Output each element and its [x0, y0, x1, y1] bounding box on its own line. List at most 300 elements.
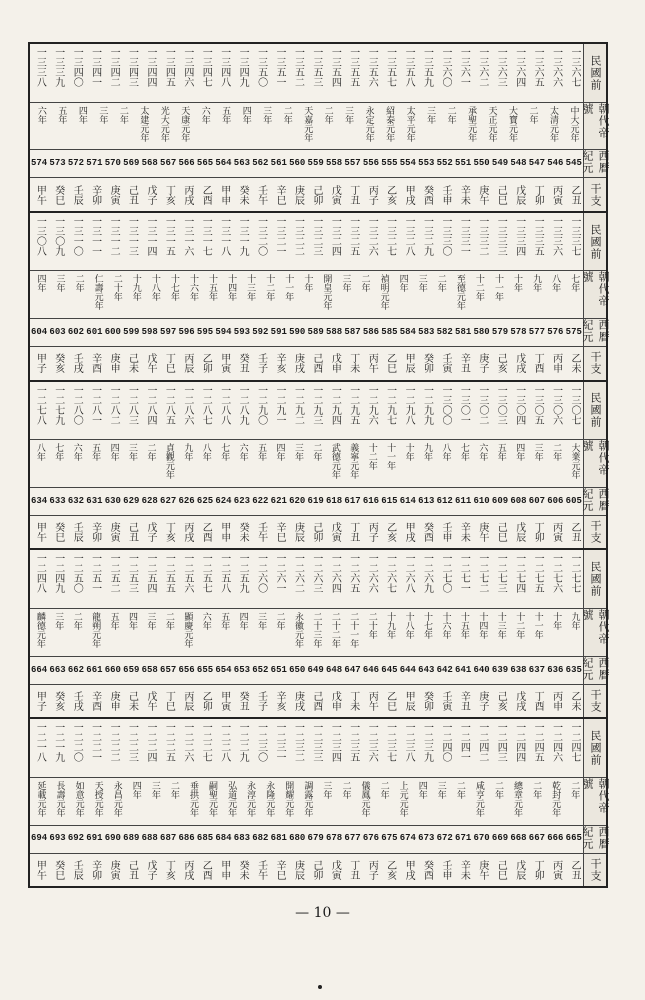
- table-cell: 癸巳: [52, 859, 64, 880]
- table-cell: 九年: [422, 443, 432, 462]
- table-cell: 癸卯: [421, 690, 433, 711]
- table-cell: 二年: [322, 105, 333, 124]
- table-cell: 585: [381, 326, 398, 337]
- table-cell: 一三五六: [366, 47, 378, 87]
- table-cell: 580: [473, 326, 490, 337]
- table-cell: 574: [30, 158, 48, 169]
- table-cell: 一三一三: [126, 215, 138, 256]
- ganzhi-row-header: 干支: [583, 178, 606, 210]
- table-cell: 戊寅: [329, 859, 341, 880]
- table-cell: 575: [565, 326, 582, 337]
- table-cell: 二年: [359, 274, 370, 293]
- table-cell: 一三一五: [163, 215, 175, 256]
- table-cell: 四年: [514, 443, 525, 462]
- table-cell: 594: [215, 326, 232, 337]
- table-cell: 三年: [97, 105, 108, 124]
- table-cell: 戊子: [144, 859, 156, 880]
- table-cell: 一二二六: [181, 722, 193, 763]
- table-cell: 二年: [145, 443, 156, 462]
- table-cell: 573: [49, 158, 66, 169]
- table-cell: 甲午: [34, 522, 46, 543]
- table-cell: 二年: [168, 780, 179, 799]
- era-row-header: 朝代帝號: [583, 440, 606, 487]
- table-cell: 十三年: [245, 274, 256, 302]
- table-cell: 一二五二: [108, 553, 120, 594]
- table-band: [30, 719, 610, 886]
- table-cell: 667: [528, 833, 545, 844]
- table-cell: 550: [473, 158, 490, 169]
- table-cell: 657: [160, 664, 177, 675]
- table-cell: 丁丑: [347, 522, 359, 543]
- table-cell: 甲午: [34, 859, 46, 880]
- table-cell: 一三五〇: [255, 47, 267, 87]
- table-cell: 丙子: [366, 184, 378, 205]
- table-cell: 乾封元年: [550, 780, 561, 817]
- table-cell: 559: [307, 158, 324, 169]
- table-cell: 癸酉: [421, 522, 433, 543]
- table-cell: 一二三五: [347, 722, 359, 763]
- table-cell: 一三一四: [144, 215, 156, 256]
- table-cell: 一二二二: [108, 722, 120, 763]
- table-cell: 永徽元年: [292, 611, 303, 648]
- table-cell: 四年: [416, 780, 427, 799]
- table-cell: 十八年: [149, 274, 160, 302]
- table-cell: 壬申: [439, 859, 451, 880]
- table-cell: 乙未: [569, 690, 581, 711]
- table-cell: 608: [510, 495, 527, 506]
- table-cell: 一三四八: [218, 47, 230, 87]
- table-cell: 一三二四: [329, 215, 341, 256]
- table-cell: 一二七五: [532, 553, 544, 594]
- table-cell: 一三四〇: [71, 47, 83, 87]
- table-cell: 乙酉: [200, 522, 212, 543]
- table-cell: 554: [399, 158, 416, 169]
- table-cell: 638: [510, 664, 527, 675]
- era-row: [30, 777, 610, 826]
- table-cell: 六年: [199, 105, 210, 124]
- ad-year-row-cells: [30, 319, 583, 346]
- table-cell: 561: [270, 158, 287, 169]
- table-cell: 一三四五: [163, 47, 175, 87]
- table-cell: 一二三一: [274, 722, 286, 763]
- table-cell: 583: [418, 326, 435, 337]
- table-cell: 辛卯: [89, 184, 101, 205]
- table-cell: 十七年: [422, 611, 432, 639]
- table-cell: 八年: [440, 443, 451, 462]
- table-cell: 丁亥: [163, 184, 175, 205]
- table-cell: 辛酉: [89, 353, 101, 374]
- table-cell: 一二四七: [569, 722, 581, 763]
- table-cell: 甲寅: [218, 353, 230, 374]
- table-cell: 武德元年: [329, 443, 340, 480]
- table-cell: 659: [123, 664, 140, 675]
- table-cell: 大業元年: [569, 443, 580, 480]
- table-cell: 615: [381, 495, 398, 506]
- table-cell: 553: [418, 158, 435, 169]
- table-cell: 大寶元年: [507, 105, 518, 142]
- table-cell: 戊午: [144, 690, 156, 711]
- table-cell: 八年: [200, 443, 211, 462]
- table-cell: 壬子: [255, 690, 267, 711]
- table-cell: 十一年: [532, 611, 543, 639]
- table-cell: 二年: [163, 611, 174, 630]
- table-cell: 一三一九: [237, 215, 249, 256]
- table-cell: 十四年: [477, 611, 488, 639]
- speck-mark: [318, 985, 322, 989]
- table-band: [30, 44, 610, 213]
- minguo-row-cells: [30, 213, 583, 271]
- minguo-row: [30, 382, 606, 441]
- table-cell: 621: [270, 495, 287, 506]
- table-cell: 631: [86, 495, 103, 506]
- table-cell: 丁亥: [163, 859, 175, 880]
- table-cell: 乙亥: [384, 522, 396, 543]
- table-cell: 563: [233, 158, 250, 169]
- table-cell: 571: [86, 158, 103, 169]
- table-cell: 一二四八: [34, 553, 46, 594]
- table-cell: 庚寅: [108, 859, 120, 880]
- table-cell: 己亥: [495, 353, 507, 374]
- table-cell: 天正元年: [486, 105, 497, 142]
- table-cell: 一二九九: [421, 384, 433, 425]
- table-cell: 一三三六: [550, 215, 562, 256]
- table-cell: 622: [252, 495, 269, 506]
- table-cell: 戊辰: [513, 184, 525, 205]
- table-cell: 十五年: [207, 274, 217, 302]
- table-cell: 丁酉: [532, 690, 544, 711]
- table-cell: 十五年: [458, 611, 469, 639]
- table-cell: 乙亥: [384, 859, 396, 880]
- table-cell: 二年: [445, 105, 456, 124]
- table-cell: 一二六六: [366, 553, 378, 594]
- table-cell: 632: [67, 495, 85, 506]
- table-cell: 547: [528, 158, 545, 169]
- table-cell: 654: [215, 664, 232, 675]
- table-cell: 十一年: [385, 443, 396, 471]
- table-cell: 一三三三: [495, 215, 507, 256]
- minguo-row-header: 民國前: [583, 44, 606, 102]
- table-cell: 612: [436, 495, 453, 506]
- table-cell: 丁卯: [532, 184, 544, 205]
- table-cell: 顯慶元年: [182, 611, 193, 648]
- table-cell: 三年: [292, 443, 303, 462]
- table-cell: 545: [565, 158, 582, 169]
- table-cell: 丙辰: [181, 690, 193, 711]
- table-cell: 五年: [220, 105, 231, 124]
- table-cell: 七年: [219, 443, 230, 462]
- table-cell: 己卯: [310, 859, 322, 880]
- table-cell: 683: [233, 833, 250, 844]
- ganzhi-row: [30, 178, 606, 210]
- table-cell: 一二八〇: [71, 384, 83, 425]
- table-cell: 己未: [126, 690, 138, 711]
- table-cell: 653: [233, 664, 250, 675]
- table-cell: 549: [491, 158, 509, 169]
- table-cell: 四年: [274, 443, 285, 462]
- table-cell: 八年: [34, 443, 45, 462]
- table-cell: 一二四九: [52, 553, 64, 594]
- ad-year-row: [30, 319, 610, 347]
- table-cell: 九年: [569, 611, 580, 630]
- table-cell: 丙寅: [550, 522, 562, 543]
- minguo-row: [30, 213, 606, 272]
- table-cell: 五年: [108, 611, 119, 630]
- table-cell: 一三五一: [274, 47, 286, 87]
- table-cell: 639: [491, 664, 509, 675]
- table-cell: 十二年: [264, 274, 275, 302]
- table-cell: 二年: [71, 611, 82, 630]
- table-cell: 646: [362, 664, 380, 675]
- table-cell: 四年: [35, 274, 46, 293]
- table-cell: 十一年: [283, 274, 294, 302]
- table-cell: 684: [215, 833, 232, 844]
- table-cell: 癸未: [237, 184, 249, 205]
- table-cell: 637: [528, 664, 545, 675]
- calendar-table: [28, 42, 608, 888]
- table-cell: 一二五七: [200, 553, 212, 594]
- table-cell: 戊寅: [329, 522, 341, 543]
- table-cell: 一三二九: [421, 215, 433, 256]
- table-cell: 一二六二: [292, 553, 304, 594]
- table-cell: 丁巳: [163, 353, 175, 374]
- table-cell: 開皇元年: [321, 274, 332, 311]
- table-cell: 一三五二: [292, 47, 304, 87]
- table-cell: 己巳: [495, 184, 507, 205]
- table-cell: 辛巳: [274, 859, 286, 880]
- table-cell: 庚申: [108, 690, 120, 711]
- table-cell: 己丑: [126, 522, 138, 543]
- table-cell: 665: [565, 833, 582, 844]
- table-band: [30, 550, 610, 719]
- table-cell: 591: [270, 326, 287, 337]
- table-cell: 558: [325, 158, 343, 169]
- table-cell: 己酉: [310, 690, 322, 711]
- table-cell: 丙子: [366, 859, 378, 880]
- table-cell: 一二四六: [550, 722, 562, 763]
- table-cell: 十二年: [514, 611, 525, 639]
- table-cell: 一二四二: [476, 722, 488, 763]
- table-cell: 甲午: [34, 184, 46, 205]
- table-cell: 二年: [531, 780, 542, 799]
- table-cell: 562: [252, 158, 269, 169]
- table-cell: 甲戌: [403, 184, 415, 205]
- table-cell: 一二九七: [384, 384, 396, 425]
- table-cell: 一三五五: [347, 47, 359, 87]
- table-cell: 十九年: [130, 274, 141, 302]
- table-cell: 癸巳: [52, 522, 64, 543]
- table-cell: 680: [289, 833, 306, 844]
- minguo-row: [30, 719, 606, 778]
- table-cell: 一二六八: [403, 553, 415, 594]
- table-cell: 673: [418, 833, 435, 844]
- table-cell: 丁卯: [532, 522, 544, 543]
- table-cell: 603: [49, 326, 66, 337]
- table-cell: 661: [86, 664, 103, 675]
- table-cell: 678: [325, 833, 343, 844]
- table-cell: 651: [270, 664, 287, 675]
- table-cell: 甲申: [218, 522, 230, 543]
- table-cell: 天授元年: [92, 780, 103, 817]
- table-cell: 癸未: [237, 859, 249, 880]
- table-cell: 630: [104, 495, 121, 506]
- era-row-cells: [30, 609, 583, 656]
- table-cell: 三年: [416, 274, 427, 293]
- table-cell: 一二五六: [181, 553, 193, 594]
- table-cell: 一二七六: [550, 553, 562, 594]
- table-cell: 甲戌: [403, 522, 415, 543]
- table-cell: 691: [86, 833, 103, 844]
- table-cell: 二年: [73, 274, 84, 293]
- table-cell: 一三六二: [476, 47, 488, 87]
- table-cell: 一三六三: [495, 47, 507, 87]
- table-cell: 貞觀元年: [163, 443, 174, 480]
- table-cell: 一二六四: [329, 553, 341, 594]
- table-cell: 565: [196, 158, 214, 169]
- table-cell: 一二五八: [218, 553, 230, 594]
- table-cell: 一二三八: [403, 722, 415, 763]
- table-cell: 一二二八: [218, 722, 230, 763]
- table-cell: 611: [455, 495, 472, 506]
- table-cell: 582: [436, 326, 453, 337]
- era-row-header: 朝代帝號: [583, 609, 606, 656]
- table-cell: 三年: [425, 105, 436, 124]
- table-cell: 一二八一: [89, 384, 101, 425]
- table-cell: 九年: [182, 443, 193, 462]
- table-cell: 660: [104, 664, 121, 675]
- table-cell: 607: [528, 495, 545, 506]
- table-cell: 688: [141, 833, 158, 844]
- table-cell: 丙戌: [181, 859, 193, 880]
- ad-year-row-cells: [30, 150, 583, 177]
- table-cell: 丙子: [366, 522, 378, 543]
- table-cell: 640: [473, 664, 490, 675]
- table-cell: 紹泰元年: [384, 105, 395, 142]
- table-cell: 616: [362, 495, 380, 506]
- table-cell: 一二二四: [144, 722, 156, 763]
- table-cell: 681: [270, 833, 287, 844]
- ad-year-row: [30, 150, 610, 178]
- era-row: [30, 440, 610, 488]
- table-cell: 三年: [256, 611, 267, 630]
- table-cell: 671: [455, 833, 472, 844]
- table-cell: 一三〇七: [569, 384, 581, 425]
- table-cell: 548: [510, 158, 527, 169]
- table-cell: 572: [67, 158, 85, 169]
- table-cell: 丁未: [347, 690, 359, 711]
- table-cell: 一二二一: [89, 722, 101, 763]
- minguo-row: [30, 44, 606, 103]
- table-cell: 一二四一: [458, 722, 470, 763]
- table-cell: 辛巳: [274, 184, 286, 205]
- table-cell: 十六年: [187, 274, 198, 302]
- table-cell: 一三一六: [181, 215, 193, 256]
- table-cell: 三年: [340, 274, 351, 293]
- table-cell: 乙酉: [200, 859, 212, 880]
- minguo-row-header: 民國前: [583, 550, 606, 608]
- table-cell: 一二六三: [310, 553, 322, 594]
- table-cell: 十七年: [168, 274, 179, 302]
- ad-year-row: [30, 487, 610, 516]
- table-cell: 一三四二: [108, 47, 120, 87]
- table-cell: 一二六七: [384, 553, 396, 594]
- table-cell: 一二四三: [495, 722, 507, 763]
- table-cell: 597: [160, 326, 177, 337]
- table-cell: 總章元年: [512, 780, 522, 817]
- table-cell: 619: [307, 495, 324, 506]
- minguo-row-cells: [30, 719, 583, 777]
- table-cell: 649: [307, 664, 324, 675]
- table-cell: 682: [252, 833, 269, 844]
- minguo-row-cells: [30, 44, 583, 102]
- table-cell: 十年: [302, 274, 313, 293]
- table-band: [30, 382, 610, 551]
- table-cell: 625: [196, 495, 214, 506]
- minguo-row-cells: [30, 550, 583, 608]
- table-cell: 668: [510, 833, 527, 844]
- era-row-cells: [30, 778, 583, 825]
- ganzhi-row: [30, 347, 606, 379]
- minguo-row-header: 民國前: [583, 213, 606, 271]
- table-cell: 一三〇九: [52, 215, 64, 256]
- table-cell: 一三六七: [569, 47, 581, 87]
- table-cell: 二年: [527, 105, 538, 124]
- table-cell: 丁亥: [163, 522, 175, 543]
- table-cell: 己卯: [310, 522, 322, 543]
- table-cell: 一三二七: [384, 215, 396, 256]
- table-cell: 552: [436, 158, 453, 169]
- table-cell: 一三三五: [532, 215, 544, 256]
- table-cell: 一三二一: [274, 215, 286, 256]
- table-cell: 602: [67, 326, 85, 337]
- table-cell: 一三六〇: [439, 47, 451, 87]
- table-cell: 643: [418, 664, 435, 675]
- table-cell: 辛卯: [89, 859, 101, 880]
- table-cell: 甲寅: [218, 690, 230, 711]
- table-cell: 589: [307, 326, 324, 337]
- table-cell: 辛亥: [274, 353, 286, 374]
- table-cell: 四年: [130, 780, 141, 799]
- table-cell: 586: [362, 326, 380, 337]
- table-cell: 庚辰: [292, 522, 304, 543]
- table-cell: 壬辰: [71, 859, 83, 880]
- page-number: — 10 —: [295, 905, 350, 921]
- table-cell: 癸酉: [421, 859, 433, 880]
- table-cell: 686: [178, 833, 195, 844]
- table-cell: 一三六五: [532, 47, 544, 87]
- table-cell: 戊戌: [513, 353, 525, 374]
- table-cell: 二年: [117, 105, 128, 124]
- table-cell: 戊子: [144, 184, 156, 205]
- table-cell: 676: [362, 833, 380, 844]
- table-cell: 辛亥: [274, 690, 286, 711]
- table-cell: 一二三四: [329, 722, 341, 763]
- minguo-row-header: 民國前: [583, 719, 606, 777]
- table-cell: 一二六〇: [255, 553, 267, 594]
- ganzhi-row-cells: [30, 178, 583, 210]
- table-cell: 一二八五: [163, 384, 175, 425]
- table-cell: 六年: [477, 443, 488, 462]
- table-cell: 八年: [550, 274, 561, 293]
- table-cell: 己卯: [310, 184, 322, 205]
- table-cell: 一二七四: [513, 553, 525, 594]
- table-cell: 十三年: [495, 611, 506, 639]
- table-cell: 648: [325, 664, 343, 675]
- table-cell: 光大元年: [158, 105, 169, 142]
- table-cell: 685: [196, 833, 214, 844]
- table-cell: 一三一七: [200, 215, 212, 256]
- table-cell: 一二八三: [126, 384, 138, 425]
- table-cell: 戊子: [144, 522, 156, 543]
